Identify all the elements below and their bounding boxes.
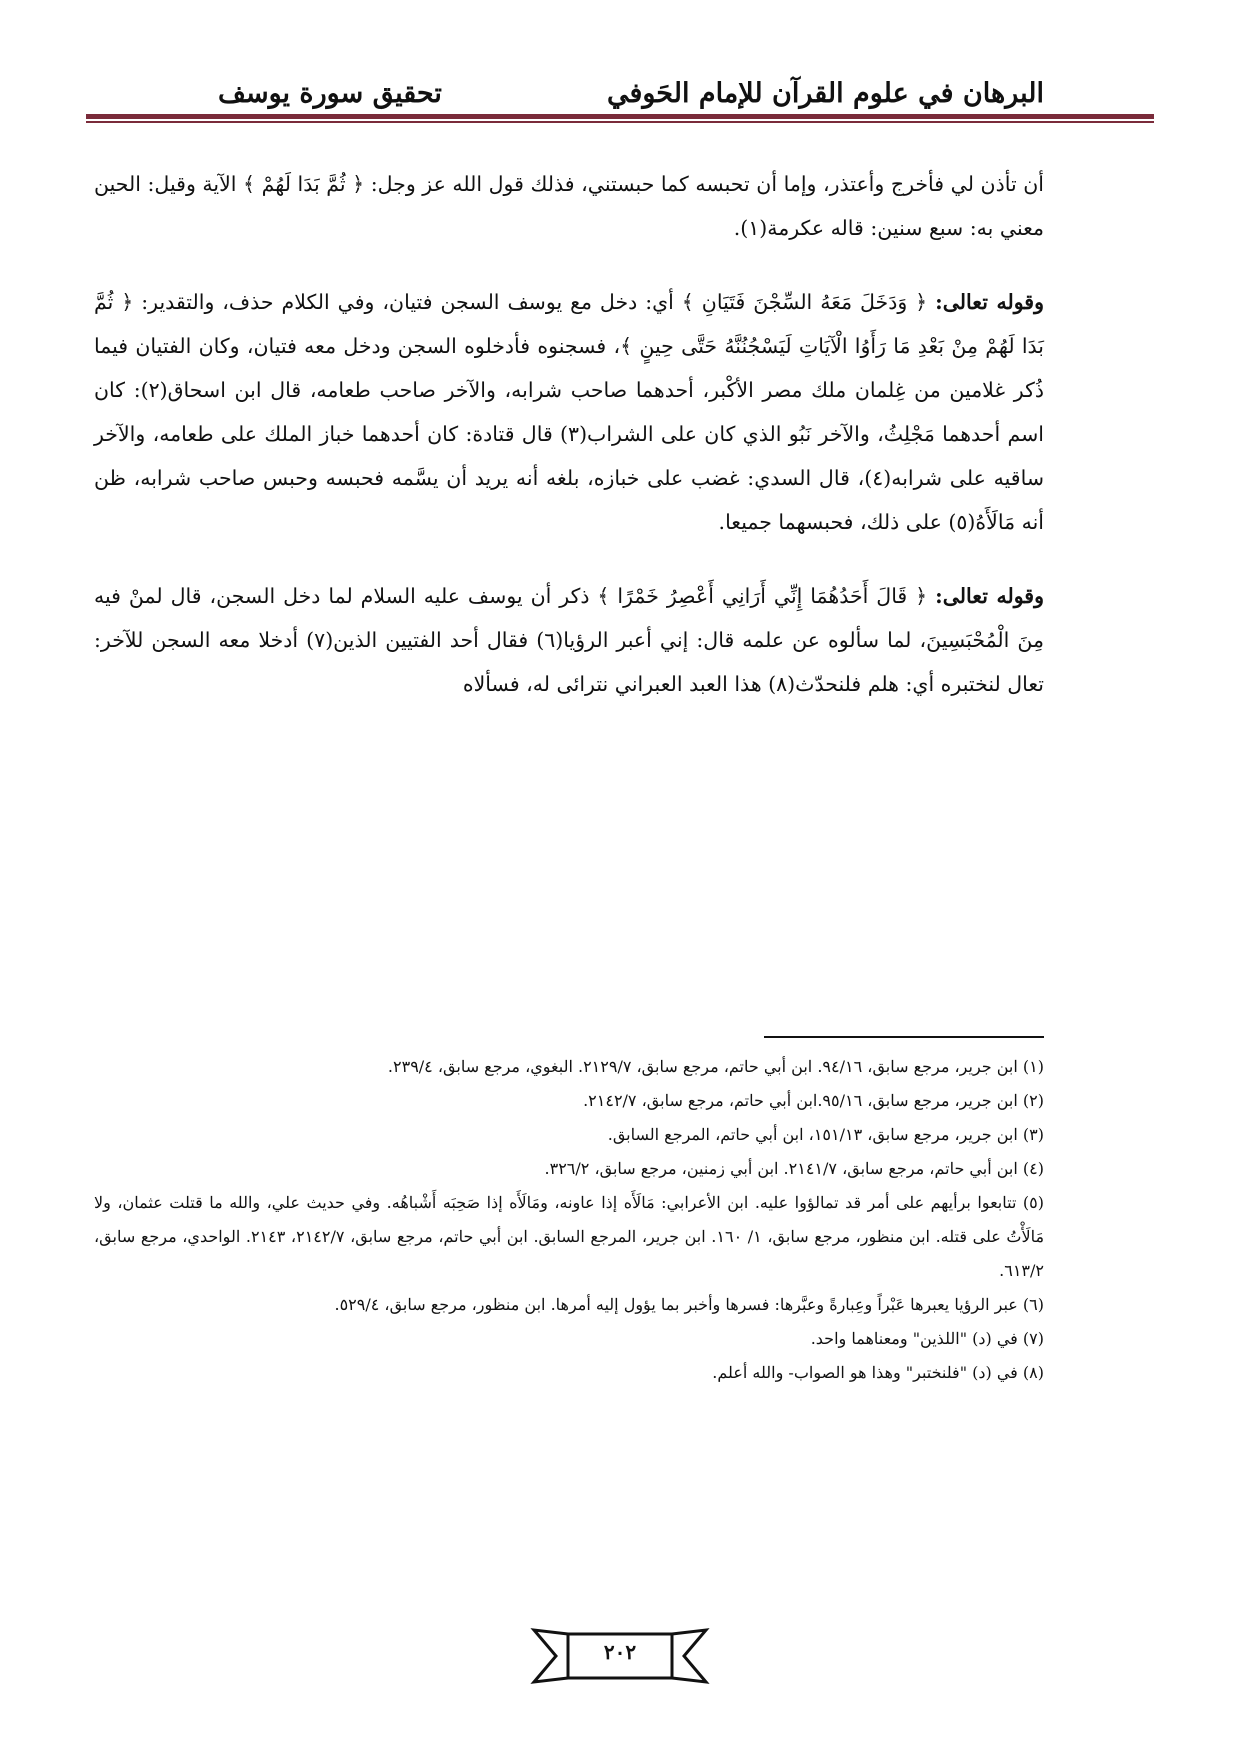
main-text [94,162,1044,706]
header-rule-thin [86,121,1154,123]
footnote-2: (٢) ابن جرير، مرجع سابق، ٩٥/١٦.ابن أبي حاتم، مرجع سابق، ٢١٤٢/٧. [583,1091,1044,1110]
footnote-6: (٦) عبر الرؤيا يعبرها عَبْراً وعِبارةً وعبَّرها: فسرها وأخبر بما يؤول إليه أمرها. ابن منظور، مرجع سابق، ٥٢٩/٤. [334,1295,1044,1314]
header-rule-thick [86,114,1154,119]
page-number: ٢٠٢ [603,1640,637,1664]
section-title: تحقيق سورة يوسف [218,78,442,109]
paragraph-2-text: ﴿ وَدَخَلَ مَعَهُ السِّجْنَ فَتَيَانِ ﴾ أي: دخل مع يوسف السجن فتيان، وفي الكلام حذف، والتقدير: ﴿ ثُمَّ بَدَا لَهُمْ مِنْ بَعْدِ مَا رَأَوُا الْآيَاتِ لَيَسْجُنُنَّهُ حَتَّى حِينٍ ﴾، فسجنوه فأدخلوه السجن ودخل معه فتيان، وكان الفتيان فيما ذُكر غلامين من غِلمان ملك مصر الأكْبر، أحدهما صاحب شرابه، والآخر صاحب طعامه، قال ابن اسحاق(٢): كان اسم أحدهما مَجْلِثُ، والآخر نَبُو الذي كان على الشراب(٣) قال قتادة: كان أحدهما خباز الملك على طعامه، والآخر ساقيه على شرابه(٤)، قال السدي: غضب على خبازه، بلغه أنه يريد أن يسَّمه فحبسه وحبس صاحب شرابه، ظن أنه مَالَأَهُ(٥) على ذلك، فحبسهما جميعا. [94,290,1045,534]
footnote-7: (٧) في (د) "اللذين" ومعناهما واحد. [810,1329,1044,1348]
paragraph-3-lead: وقوله تعالى: [935,584,1044,608]
paragraph-3-text: ﴿ قَالَ أَحَدُهُمَا إِنِّي أَرَانِي أَعْصِرُ خَمْرًا ﴾ ذكر أن يوسف عليه السلام لما دخل السجن، قال لمنْ فيه مِنَ الْمُحْبَسِينَ، لما سألوه عن علمه قال: إني أعبر الرؤيا(٦) فقال أحد الفتيين الذين(٧) أدخلا معه السجن للآخر: تعال لنختبره أي: هلم فلنحدّث(٨) هذا العبد العبراني نترائى له، فسألاه [94,584,1044,696]
paragraph-2 [94,280,1044,544]
footnote-1: (١) ابن جرير، مرجع سابق، ٩٤/١٦. ابن أبي حاتم، مرجع سابق، ٢١٢٩/٧. البغوي، مرجع سابق، ٢٣٩/٤. [387,1057,1044,1076]
footnotes [94,1050,1044,1390]
footnote-4: (٤) ابن أبي حاتم، مرجع سابق، ٢١٤١/٧. ابن أبي زمنين، مرجع سابق، ٣٢٦/٢. [544,1159,1044,1178]
paragraph-2-lead: وقوله تعالى: [935,290,1044,314]
page-header [0,66,1240,116]
book-title: البرهان في علوم القرآن للإمام الحَوفي [606,78,1044,109]
paragraph-1: أن تأذن لي فأخرج وأعتذر، وإما أن تحبسه كما حبستني، فذلك قول الله عز وجل: ﴿ ثُمَّ بَدَا لَهُمْ ﴾ الآية وقيل: الحين معني به: سبع سنين: قاله عكرمة(١). [94,172,1044,240]
footnote-separator [764,1036,1044,1038]
footnote-5: (٥) تتابعوا برأيهم على أمر قد تمالؤوا عليه. ابن الأعرابي: مَالَأَه إذا عاونه، ومَالَأَه إذا صَحِبَه أَشْباهُه. وفي حديث علي، والله ما قتلت عثمان، ولا مَالَأْتُ على قتله. ابن منظور، مرجع سابق، ١/ ١٦٠. ابن جرير، المرجع السابق. ابن أبي حاتم، مرجع سابق، ٢١٤٢/٧، ٢١٤٣. الواحدي، مرجع سابق، ٦١٣/٢. [94,1193,1045,1280]
page-number-ornament [528,1626,712,1686]
footnote-8: (٨) في (د) "فلنختبر" وهذا هو الصواب- والله أعلم. [712,1363,1044,1382]
paragraph-3 [94,574,1044,706]
footnote-3: (٣) ابن جرير، مرجع سابق، ١٥١/١٣، ابن أبي حاتم، المرجع السابق. [607,1125,1044,1144]
